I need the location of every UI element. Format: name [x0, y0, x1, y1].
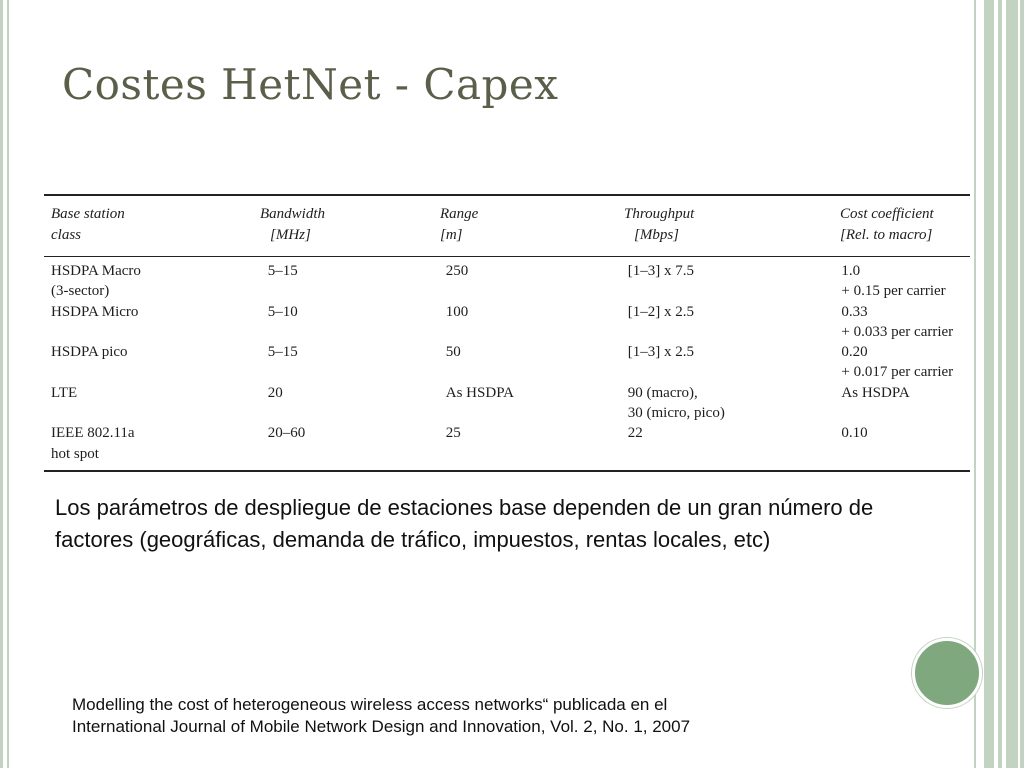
left-decorative-border	[0, 0, 12, 768]
cost-table	[44, 194, 970, 472]
header-bandwidth: Bandwidth [MHz]	[260, 206, 326, 243]
citation	[72, 694, 872, 738]
header-throughput: Throughput [Mbps]	[624, 206, 695, 243]
header-cost-coefficient: Cost coefficient [Rel. to macro]	[840, 206, 934, 243]
table-row: HSDPA Macro (3-sector) 5–15 250 [1–3] x 7.5 1.0 + 0.15 per carrier	[51, 263, 946, 300]
decorative-circle	[912, 638, 982, 708]
header-range: Range [m]	[440, 206, 479, 243]
body-paragraph: Los parámetros de despliegue de estaciones base dependen de un gran número de factores (geográficas, demanda de tráfico, impuestos, rentas locales, etc)	[55, 495, 874, 552]
slide-title: Costes HetNet - Capex	[62, 60, 559, 109]
table-row: LTE 20 As HSDPA 90 (macro), 30 (micro, pico) As HSDPA	[51, 384, 910, 422]
table-header-row	[44, 196, 970, 257]
citation-line-2: International Journal of Mobile Network Design and Innovation, Vol. 2, No. 1, 2007	[72, 717, 691, 736]
table-row: IEEE 802.11a hot spot 20–60 25 22 0.10	[51, 425, 868, 462]
citation-line-1: Modelling the cost of heterogeneous wireless access networks“ publicada en el	[72, 695, 668, 714]
right-decorative-stripes	[974, 0, 1024, 768]
header-base-station-class: Base station class	[51, 206, 125, 243]
table-row: HSDPA pico 5–15 50 [1–3] x 2.5 0.20 + 0.017 per carrier	[51, 344, 954, 381]
table-row: HSDPA Micro 5–10 100 [1–2] x 2.5 0.33 + 0.033 per carrier	[51, 303, 954, 340]
